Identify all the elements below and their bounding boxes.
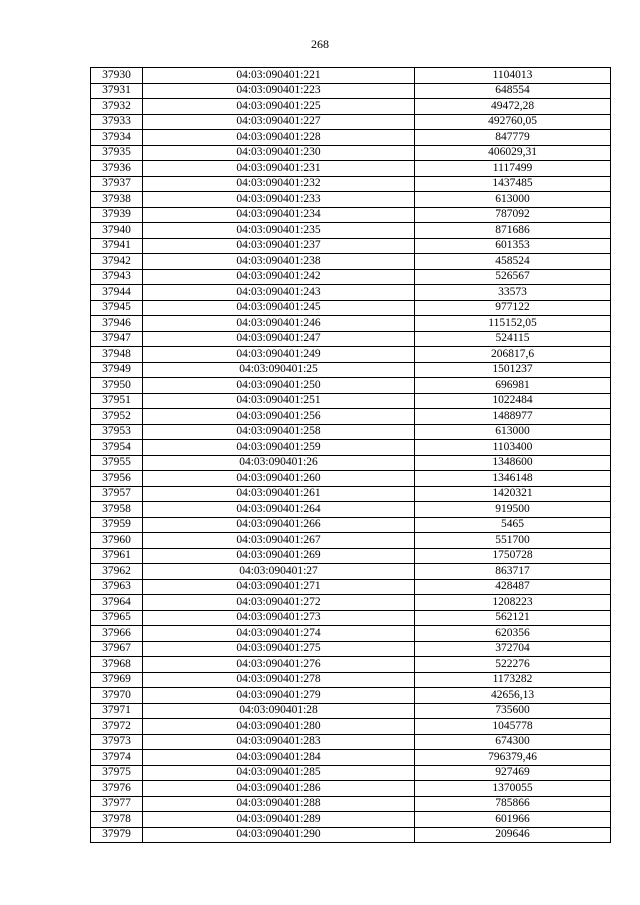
cadastral-number-cell: 04:03:090401:286: [143, 781, 415, 797]
value-cell: 1348600: [415, 455, 611, 471]
row-number-cell: 37953: [91, 424, 143, 440]
cadastral-number-cell: 04:03:090401:227: [143, 114, 415, 130]
cadastral-number-cell: 04:03:090401:266: [143, 517, 415, 533]
row-number-cell: 37973: [91, 734, 143, 750]
cadastral-number-cell: 04:03:090401:228: [143, 130, 415, 146]
row-number-cell: 37932: [91, 99, 143, 115]
value-cell: 526567: [415, 269, 611, 285]
row-number-cell: 37955: [91, 455, 143, 471]
row-number-cell: 37958: [91, 502, 143, 518]
table-row: [91, 300, 611, 316]
table-row: [91, 827, 611, 843]
table-row: [91, 176, 611, 192]
cadastral-number-cell: 04:03:090401:275: [143, 641, 415, 657]
value-cell: 613000: [415, 424, 611, 440]
cadastral-number-cell: 04:03:090401:280: [143, 719, 415, 735]
value-cell: 1022484: [415, 393, 611, 409]
value-cell: 785866: [415, 796, 611, 812]
row-number-cell: 37979: [91, 827, 143, 843]
table-row: [91, 331, 611, 347]
row-number-cell: 37971: [91, 703, 143, 719]
cadastral-number-cell: 04:03:090401:237: [143, 238, 415, 254]
cadastral-number-cell: 04:03:090401:242: [143, 269, 415, 285]
table-row: [91, 703, 611, 719]
cadastral-number-cell: 04:03:090401:245: [143, 300, 415, 316]
row-number-cell: 37945: [91, 300, 143, 316]
row-number-cell: 37930: [91, 68, 143, 84]
value-cell: 1173282: [415, 672, 611, 688]
value-cell: 1501237: [415, 362, 611, 378]
value-cell: 206817,6: [415, 347, 611, 363]
table-row: [91, 796, 611, 812]
cadastral-number-cell: 04:03:090401:234: [143, 207, 415, 223]
table-row: [91, 238, 611, 254]
cadastral-number-cell: 04:03:090401:221: [143, 68, 415, 84]
cadastral-number-cell: 04:03:090401:258: [143, 424, 415, 440]
value-cell: 42656,13: [415, 688, 611, 704]
value-cell: 871686: [415, 223, 611, 239]
cadastral-number-cell: 04:03:090401:269: [143, 548, 415, 564]
row-number-cell: 37968: [91, 657, 143, 673]
table-row: [91, 254, 611, 270]
value-cell: 209646: [415, 827, 611, 843]
table-row: [91, 641, 611, 657]
value-cell: 787092: [415, 207, 611, 223]
table-row: [91, 734, 611, 750]
value-cell: 927469: [415, 765, 611, 781]
table-row: [91, 347, 611, 363]
cadastral-number-cell: 04:03:090401:259: [143, 440, 415, 456]
value-cell: 601353: [415, 238, 611, 254]
table-row: [91, 424, 611, 440]
row-number-cell: 37937: [91, 176, 143, 192]
value-cell: 1117499: [415, 161, 611, 177]
cadastral-number-cell: 04:03:090401:243: [143, 285, 415, 301]
table-row: [91, 626, 611, 642]
table-row: [91, 548, 611, 564]
table-row: [91, 455, 611, 471]
value-cell: 847779: [415, 130, 611, 146]
cadastral-number-cell: 04:03:090401:264: [143, 502, 415, 518]
page-number: 268: [311, 37, 329, 51]
value-cell: 613000: [415, 192, 611, 208]
row-number-cell: 37972: [91, 719, 143, 735]
value-cell: 796379,46: [415, 750, 611, 766]
row-number-cell: 37957: [91, 486, 143, 502]
row-number-cell: 37934: [91, 130, 143, 146]
row-number-cell: 37944: [91, 285, 143, 301]
row-number-cell: 37948: [91, 347, 143, 363]
cadastral-number-cell: 04:03:090401:225: [143, 99, 415, 115]
table-row: [91, 610, 611, 626]
value-cell: 1420321: [415, 486, 611, 502]
value-cell: 406029,31: [415, 145, 611, 161]
cadastral-value-table: [90, 67, 611, 843]
table-row: [91, 269, 611, 285]
value-cell: 1488977: [415, 409, 611, 425]
value-cell: 33573: [415, 285, 611, 301]
table-row: [91, 207, 611, 223]
row-number-cell: 37969: [91, 672, 143, 688]
row-number-cell: 37978: [91, 812, 143, 828]
row-number-cell: 37975: [91, 765, 143, 781]
row-number-cell: 37939: [91, 207, 143, 223]
cadastral-number-cell: 04:03:090401:276: [143, 657, 415, 673]
cadastral-number-cell: 04:03:090401:288: [143, 796, 415, 812]
row-number-cell: 37976: [91, 781, 143, 797]
table-row: [91, 471, 611, 487]
row-number-cell: 37943: [91, 269, 143, 285]
row-number-cell: 37933: [91, 114, 143, 130]
row-number-cell: 37938: [91, 192, 143, 208]
row-number-cell: 37959: [91, 517, 143, 533]
row-number-cell: 37965: [91, 610, 143, 626]
row-number-cell: 37954: [91, 440, 143, 456]
value-cell: 49472,28: [415, 99, 611, 115]
row-number-cell: 37940: [91, 223, 143, 239]
row-number-cell: 37942: [91, 254, 143, 270]
row-number-cell: 37974: [91, 750, 143, 766]
row-number-cell: 37977: [91, 796, 143, 812]
cadastral-number-cell: 04:03:090401:273: [143, 610, 415, 626]
table-row: [91, 688, 611, 704]
cadastral-number-cell: 04:03:090401:238: [143, 254, 415, 270]
value-cell: 372704: [415, 641, 611, 657]
table-row: [91, 285, 611, 301]
table-row: [91, 223, 611, 239]
row-number-cell: 37970: [91, 688, 143, 704]
table-row: [91, 99, 611, 115]
table-row: [91, 161, 611, 177]
value-cell: 1437485: [415, 176, 611, 192]
cadastral-number-cell: 04:03:090401:289: [143, 812, 415, 828]
row-number-cell: 37946: [91, 316, 143, 332]
table-row: [91, 145, 611, 161]
value-cell: 428487: [415, 579, 611, 595]
table-row: [91, 378, 611, 394]
cadastral-number-cell: 04:03:090401:283: [143, 734, 415, 750]
cadastral-number-cell: 04:03:090401:290: [143, 827, 415, 843]
value-cell: 863717: [415, 564, 611, 580]
row-number-cell: 37963: [91, 579, 143, 595]
value-cell: 1346148: [415, 471, 611, 487]
cadastral-number-cell: 04:03:090401:284: [143, 750, 415, 766]
value-cell: 696981: [415, 378, 611, 394]
table-row: [91, 579, 611, 595]
value-cell: 1104013: [415, 68, 611, 84]
row-number-cell: 37947: [91, 331, 143, 347]
value-cell: 1103400: [415, 440, 611, 456]
cadastral-number-cell: 04:03:090401:271: [143, 579, 415, 595]
value-cell: 648554: [415, 83, 611, 99]
cadastral-number-cell: 04:03:090401:235: [143, 223, 415, 239]
cadastral-number-cell: 04:03:090401:267: [143, 533, 415, 549]
value-cell: 735600: [415, 703, 611, 719]
row-number-cell: 37964: [91, 595, 143, 611]
table-row: [91, 719, 611, 735]
value-cell: 551700: [415, 533, 611, 549]
table-row: [91, 68, 611, 84]
cadastral-number-cell: 04:03:090401:233: [143, 192, 415, 208]
cadastral-number-cell: 04:03:090401:272: [143, 595, 415, 611]
table-row: [91, 533, 611, 549]
cadastral-number-cell: 04:03:090401:28: [143, 703, 415, 719]
table-row: [91, 750, 611, 766]
value-cell: 601966: [415, 812, 611, 828]
table-row: [91, 672, 611, 688]
cadastral-number-cell: 04:03:090401:230: [143, 145, 415, 161]
cadastral-number-cell: 04:03:090401:250: [143, 378, 415, 394]
cadastral-number-cell: 04:03:090401:251: [143, 393, 415, 409]
table-row: [91, 486, 611, 502]
cadastral-number-cell: 04:03:090401:232: [143, 176, 415, 192]
value-cell: 115152,05: [415, 316, 611, 332]
cadastral-number-cell: 04:03:090401:246: [143, 316, 415, 332]
row-number-cell: 37949: [91, 362, 143, 378]
cadastral-number-cell: 04:03:090401:278: [143, 672, 415, 688]
table-row: [91, 781, 611, 797]
table-row: [91, 564, 611, 580]
cadastral-number-cell: 04:03:090401:231: [143, 161, 415, 177]
row-number-cell: 37960: [91, 533, 143, 549]
cadastral-number-cell: 04:03:090401:260: [143, 471, 415, 487]
table-row: [91, 595, 611, 611]
value-cell: 1370055: [415, 781, 611, 797]
row-number-cell: 37952: [91, 409, 143, 425]
table-row: [91, 765, 611, 781]
value-cell: 524115: [415, 331, 611, 347]
cadastral-number-cell: 04:03:090401:279: [143, 688, 415, 704]
table-row: [91, 517, 611, 533]
cadastral-number-cell: 04:03:090401:25: [143, 362, 415, 378]
value-cell: 458524: [415, 254, 611, 270]
table-row: [91, 440, 611, 456]
table-row: [91, 409, 611, 425]
table-row: [91, 130, 611, 146]
cadastral-number-cell: 04:03:090401:247: [143, 331, 415, 347]
row-number-cell: 37967: [91, 641, 143, 657]
cadastral-number-cell: 04:03:090401:27: [143, 564, 415, 580]
value-cell: 1208223: [415, 595, 611, 611]
value-cell: 522276: [415, 657, 611, 673]
row-number-cell: 37936: [91, 161, 143, 177]
value-cell: 919500: [415, 502, 611, 518]
table-body: [91, 68, 611, 843]
table-row: [91, 812, 611, 828]
value-cell: 5465: [415, 517, 611, 533]
cadastral-number-cell: 04:03:090401:285: [143, 765, 415, 781]
table-row: [91, 316, 611, 332]
value-cell: 674300: [415, 734, 611, 750]
row-number-cell: 37966: [91, 626, 143, 642]
cadastral-number-cell: 04:03:090401:26: [143, 455, 415, 471]
value-cell: 620356: [415, 626, 611, 642]
cadastral-number-cell: 04:03:090401:274: [143, 626, 415, 642]
value-cell: 562121: [415, 610, 611, 626]
row-number-cell: 37956: [91, 471, 143, 487]
table-row: [91, 114, 611, 130]
cadastral-number-cell: 04:03:090401:261: [143, 486, 415, 502]
row-number-cell: 37950: [91, 378, 143, 394]
table-row: [91, 83, 611, 99]
row-number-cell: 37941: [91, 238, 143, 254]
cadastral-number-cell: 04:03:090401:256: [143, 409, 415, 425]
table-row: [91, 362, 611, 378]
row-number-cell: 37935: [91, 145, 143, 161]
row-number-cell: 37951: [91, 393, 143, 409]
table-row: [91, 657, 611, 673]
table-row: [91, 192, 611, 208]
row-number-cell: 37931: [91, 83, 143, 99]
value-cell: 1045778: [415, 719, 611, 735]
value-cell: 1750728: [415, 548, 611, 564]
table-row: [91, 393, 611, 409]
value-cell: 492760,05: [415, 114, 611, 130]
cadastral-number-cell: 04:03:090401:223: [143, 83, 415, 99]
cadastral-number-cell: 04:03:090401:249: [143, 347, 415, 363]
row-number-cell: 37961: [91, 548, 143, 564]
value-cell: 977122: [415, 300, 611, 316]
table-row: [91, 502, 611, 518]
row-number-cell: 37962: [91, 564, 143, 580]
